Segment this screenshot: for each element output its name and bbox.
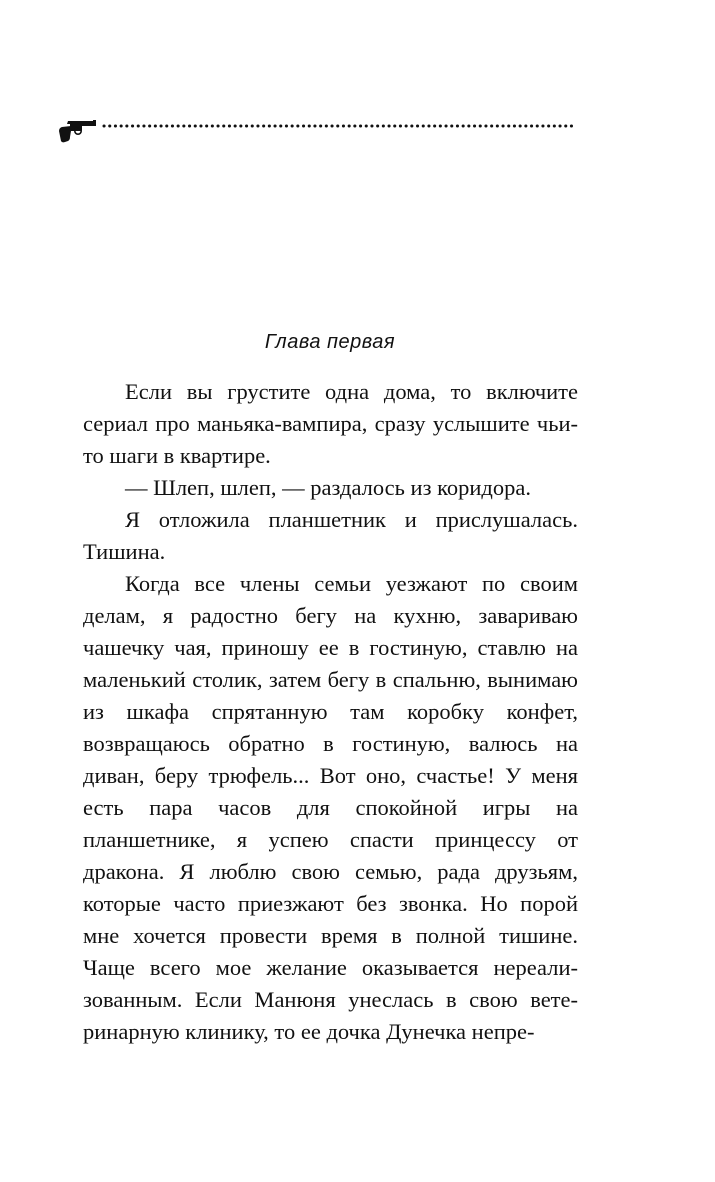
dotted-rule (102, 123, 576, 129)
paragraph: Когда все члены семьи уезжают по своим делам, я радостно бегу на кухню, завариваю чашечку чая, приношу ее в гостиную, ставлю на маленький столик, затем бегу в спальню, вынимаю из шкафа спрятанную там коробку конфет, возвращаюсь обратно в гостиную, валюсь на диван, беру трюфель... Вот оно, счастье! У меня есть пара часов для спокойной игры на планшетнике, я успею спасти принцессу от дракона. Я люблю свою семью, рада друзьям, которые часто приезжают без звонка. Но порой мне хочется провести время в полной тишине. Чаще всего мое желание оказывается нереализованным. Если Манюня унеслась в свою ветеринарную клинику, то ее дочка Дунечка непре- (83, 571, 578, 1044)
header-ornament (58, 117, 578, 143)
chapter-title: Глава первая (264, 331, 396, 353)
paragraph: — Шлеп, шлеп, — раздалось из коридора. (125, 475, 531, 500)
paragraph: Я отложила планшетник и прислушалась. Тишина. (83, 507, 578, 564)
revolver-icon (58, 117, 98, 143)
paragraph: Если вы грустите одна дома, то включите сериал про маньяка-вампира, сразу услышите чьи-то шаги в квартире. (83, 379, 578, 468)
chapter-body (83, 376, 578, 1048)
